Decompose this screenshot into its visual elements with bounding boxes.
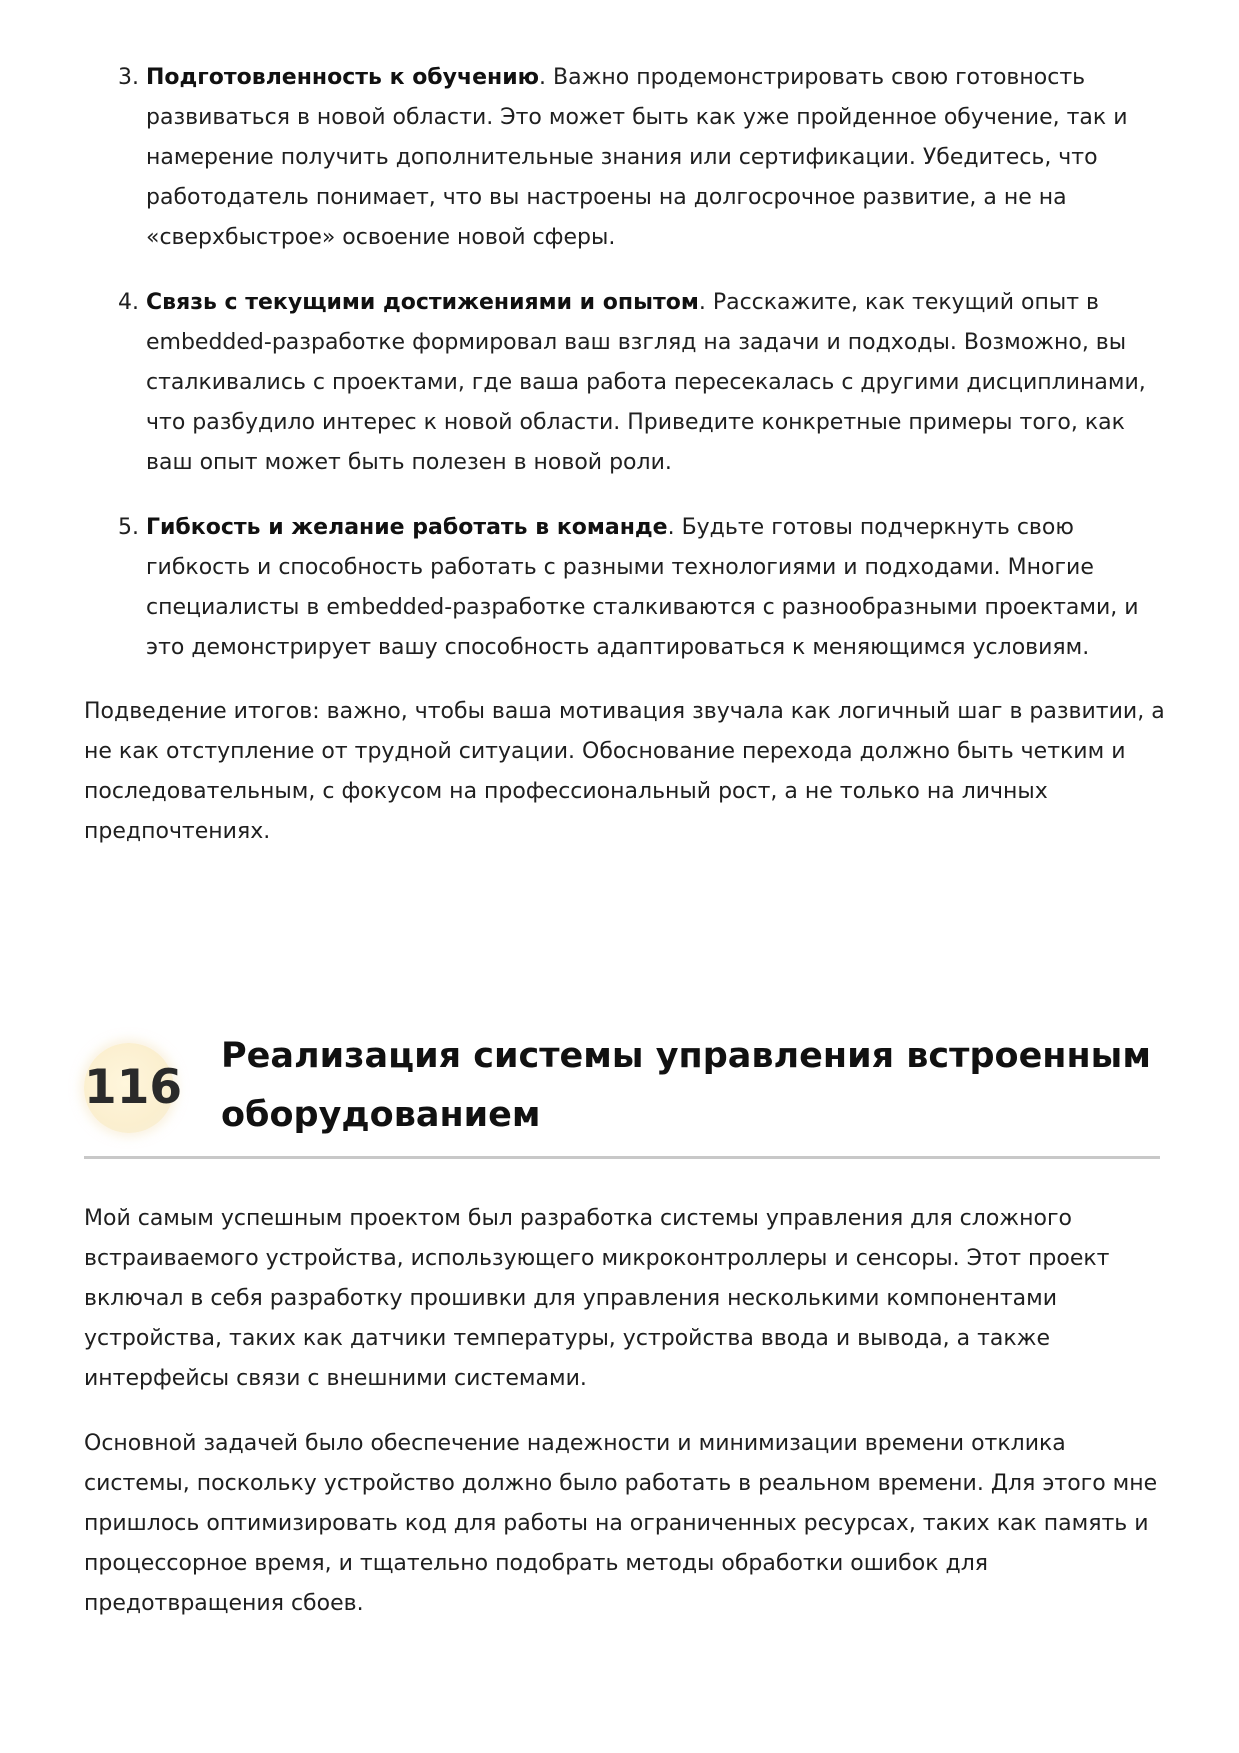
list-item <box>84 508 1164 668</box>
list-item-text: . Расскажите, как текущий опыт в embedded-разработке формировал ваш взгляд на задачи и подходы. Возможно, вы сталкивались с проектами, где ваша работа пересекалась с другими дисциплинами, что разбудило интерес к новой области. Приведите конкретные примеры того, как ваш опыт может быть полезен в новой роли. <box>146 290 1146 475</box>
section-title: Реализация системы управления встроенным оборудованием <box>221 1036 1151 1135</box>
list-item-title: Подготовленность к обучению <box>146 65 540 90</box>
list-item-title: Гибкость и желание работать в команде <box>146 515 668 540</box>
numbered-list <box>84 58 1164 693</box>
section-number: 116 <box>84 1060 183 1115</box>
body-paragraph: Основной задачей было обеспечение надежности и минимизации времени отклика системы, поскольку устройство должно было работать в реальном времени. Для этого мне пришлось оптимизировать код для работы на ограниченных ресурсах, таких как память и процессорное время, и тщательно подобрать методы обработки ошибок для предотвращения сбоев. <box>84 1431 1158 1616</box>
list-item-number: 3. <box>118 65 139 90</box>
list-item-number: 4. <box>118 290 139 315</box>
list-item <box>84 58 1164 258</box>
heading-divider <box>84 1156 1160 1159</box>
body-paragraph: Мой самым успешным проектом был разработка системы управления для сложного встраиваемого устройства, использующего микроконтроллеры и сенсоры. Этот проект включал в себя разработку прошивки для управления несколькими компонентами устройства, таких как датчики температуры, устройства ввода и вывода, а также интерфейсы связи с внешними системами. <box>84 1206 1110 1391</box>
summary-paragraph: Подведение итогов: важно, чтобы ваша мотивация звучала как логичный шаг в развитии, а не как отступление от трудной ситуации. Обоснование перехода должно быть четким и последовательным, с фокусом на профессиональный рост, а не только на личных предпочтениях. <box>84 699 1165 844</box>
section-heading <box>84 1027 1164 1159</box>
list-item-text: . Важно продемонстрировать свою готовность развиваться в новой области. Это может быть как уже пройденное обучение, так и намерение получить дополнительные знания или сертификации. Убедитесь, что работодатель понимает, что вы настроены на долгосрочное развитие, а не на «сверхбыстрое» освоение новой сферы. <box>146 65 1128 250</box>
list-item-text: . Будьте готовы подчеркнуть свою гибкость и способность работать с разными технологиями и подходами. Многие специалисты в embedded-разработке сталкиваются с разнообразными проектами, и это демонстрирует вашу способность адаптироваться к меняющимся условиям. <box>146 515 1139 660</box>
list-item <box>84 283 1164 483</box>
list-item-number: 5. <box>118 515 139 540</box>
list-item-title: Связь с текущими достижениями и опытом <box>146 290 699 315</box>
